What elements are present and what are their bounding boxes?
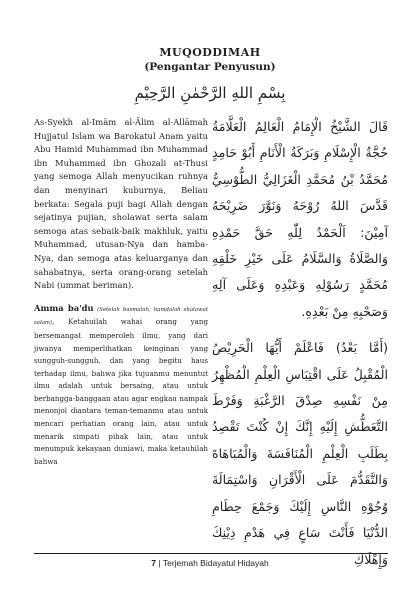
footnote-note: (Setelah basmalah, hamdalah shalawat salam) xyxy=(34,306,208,327)
page-number: 7 xyxy=(151,558,157,568)
arabic-column xyxy=(212,114,388,573)
arabic-paragraph: قَالَ الشَّيْخُ الْإِمَامُ الْعَالِمُ الْعَلَّامَةُ حُجَّةُ الْإِسْلَامِ وَبَرَكَةُ الْأَنَامِ أَبُوْ حَامِدٍ مُحَمَّدُ بْنُ مُحَمَّدِ الْغَزَالِيُّ الطُّوْسِيُّ قَدَّسَ اللهُ رُوْحَهُ وَنَوَّرَ ضَرِيْحَهُ آمِيْنَ: اَلْحَمْدُ لِلّٰهِ حَقَّ حَمْدِهِ وَالصَّلَاةُ وَالسَّلَامُ عَلَى خَيْرِ خَلْقِهِ مُحَمَّدٍ رَسُوْلِهِ وَعَبْدِهِ وَعَلَى آلِهِ وَصَحْبِهِ مِنْ بَعْدِهِ. xyxy=(212,119,388,319)
translation-paragraph: As-Syekh al-Imām al-Ālim al-Allāmah Hujjatul Islam wa Barokatul Anam yaitu Abu Hamid Muhammad ibn Muhammad ibn Muhammad ibn Ghozali at-Thusi yang semoga Allah menyucikan ruhnya dan menyinari kuburnya, Beliau berkata: Segala puji bagi Allah dengan sejatinya pujian, sholawat serta salam semoga atas sebaik-baik makhluk, yaitu Muhammad, utusan-Nya dan hamba-Nya, dan semoga atas keluarganya dan sahabatnya, serta orang-orang setelah Nabi (ummat beriman). xyxy=(34,117,208,291)
page-subtitle: (Pengantar Penyusun) xyxy=(144,61,276,73)
page-footer xyxy=(0,558,420,568)
footer-separator: | xyxy=(158,558,161,568)
arabic-paragraph: (أَمَّا بَعْدُ) فَاعْلَمْ أَيُّهَا الْحَرِيْصُ الْمُقْبِلُ عَلَى اقْتِبَاسِ الْعِلْمِ الْمُظْهِرُ مِنْ نَفْسِهِ صِدْقَ الرَّغْبَةِ وَفَرْطَ التَّعَطُّشِ إِلَيْهِ إِنَّكَ إِنْ كُنْتَ تَقْصِدُ بِطَلَبِ الْعِلْمِ الْمُنَافَسَةَ وَالْمُبَاهَاةَ وَالتَّقَدُّمَ عَلَى الْأَقْرَانِ وَاسْتِمَالَةَ وُجُوْهِ النَّاسِ إِلَيْكَ وَجَمْعَ حِطَامِ الدُّنْيَا فَأَنْتَ سَاعٍ فِي هَدْمِ دِيْنِكَ وَإِهْلَاكِ xyxy=(212,340,388,567)
basmalah-text: بِسْمِ اللهِ الرَّحْمٰنِ الرَّحِيْمِ xyxy=(134,84,286,102)
translation-column xyxy=(34,116,208,468)
translation-paragraph xyxy=(34,302,208,469)
amma-badu-lead: Amma ba'du xyxy=(34,302,94,313)
translation-paragraph-body: , Ketahuilah wahai orang yang bersemangat memperoleh ilmu, yang dari jiwanya memperlihatkan keinginan yang sungguh-sungguh, dan yang begitu haus terhadap ilmu, bahwa jika tujuanmu menuntut ilmu adalah untuk bersaing, atau untuk berbangga-banggaan atau agar engkau nampak menonjol diantara teman-temanmu atau untuk mencari perhatian orang lain, atau untuk menarik simpati pihak lain, atau untuk menumpuk kekayaan duniawi, maka ketauhilah bahwa xyxy=(34,317,208,466)
footer-divider xyxy=(34,553,388,554)
book-title: Terjemah Bidayatul Hidayah xyxy=(162,558,269,568)
page-title: MUQODDIMAH xyxy=(159,46,261,59)
